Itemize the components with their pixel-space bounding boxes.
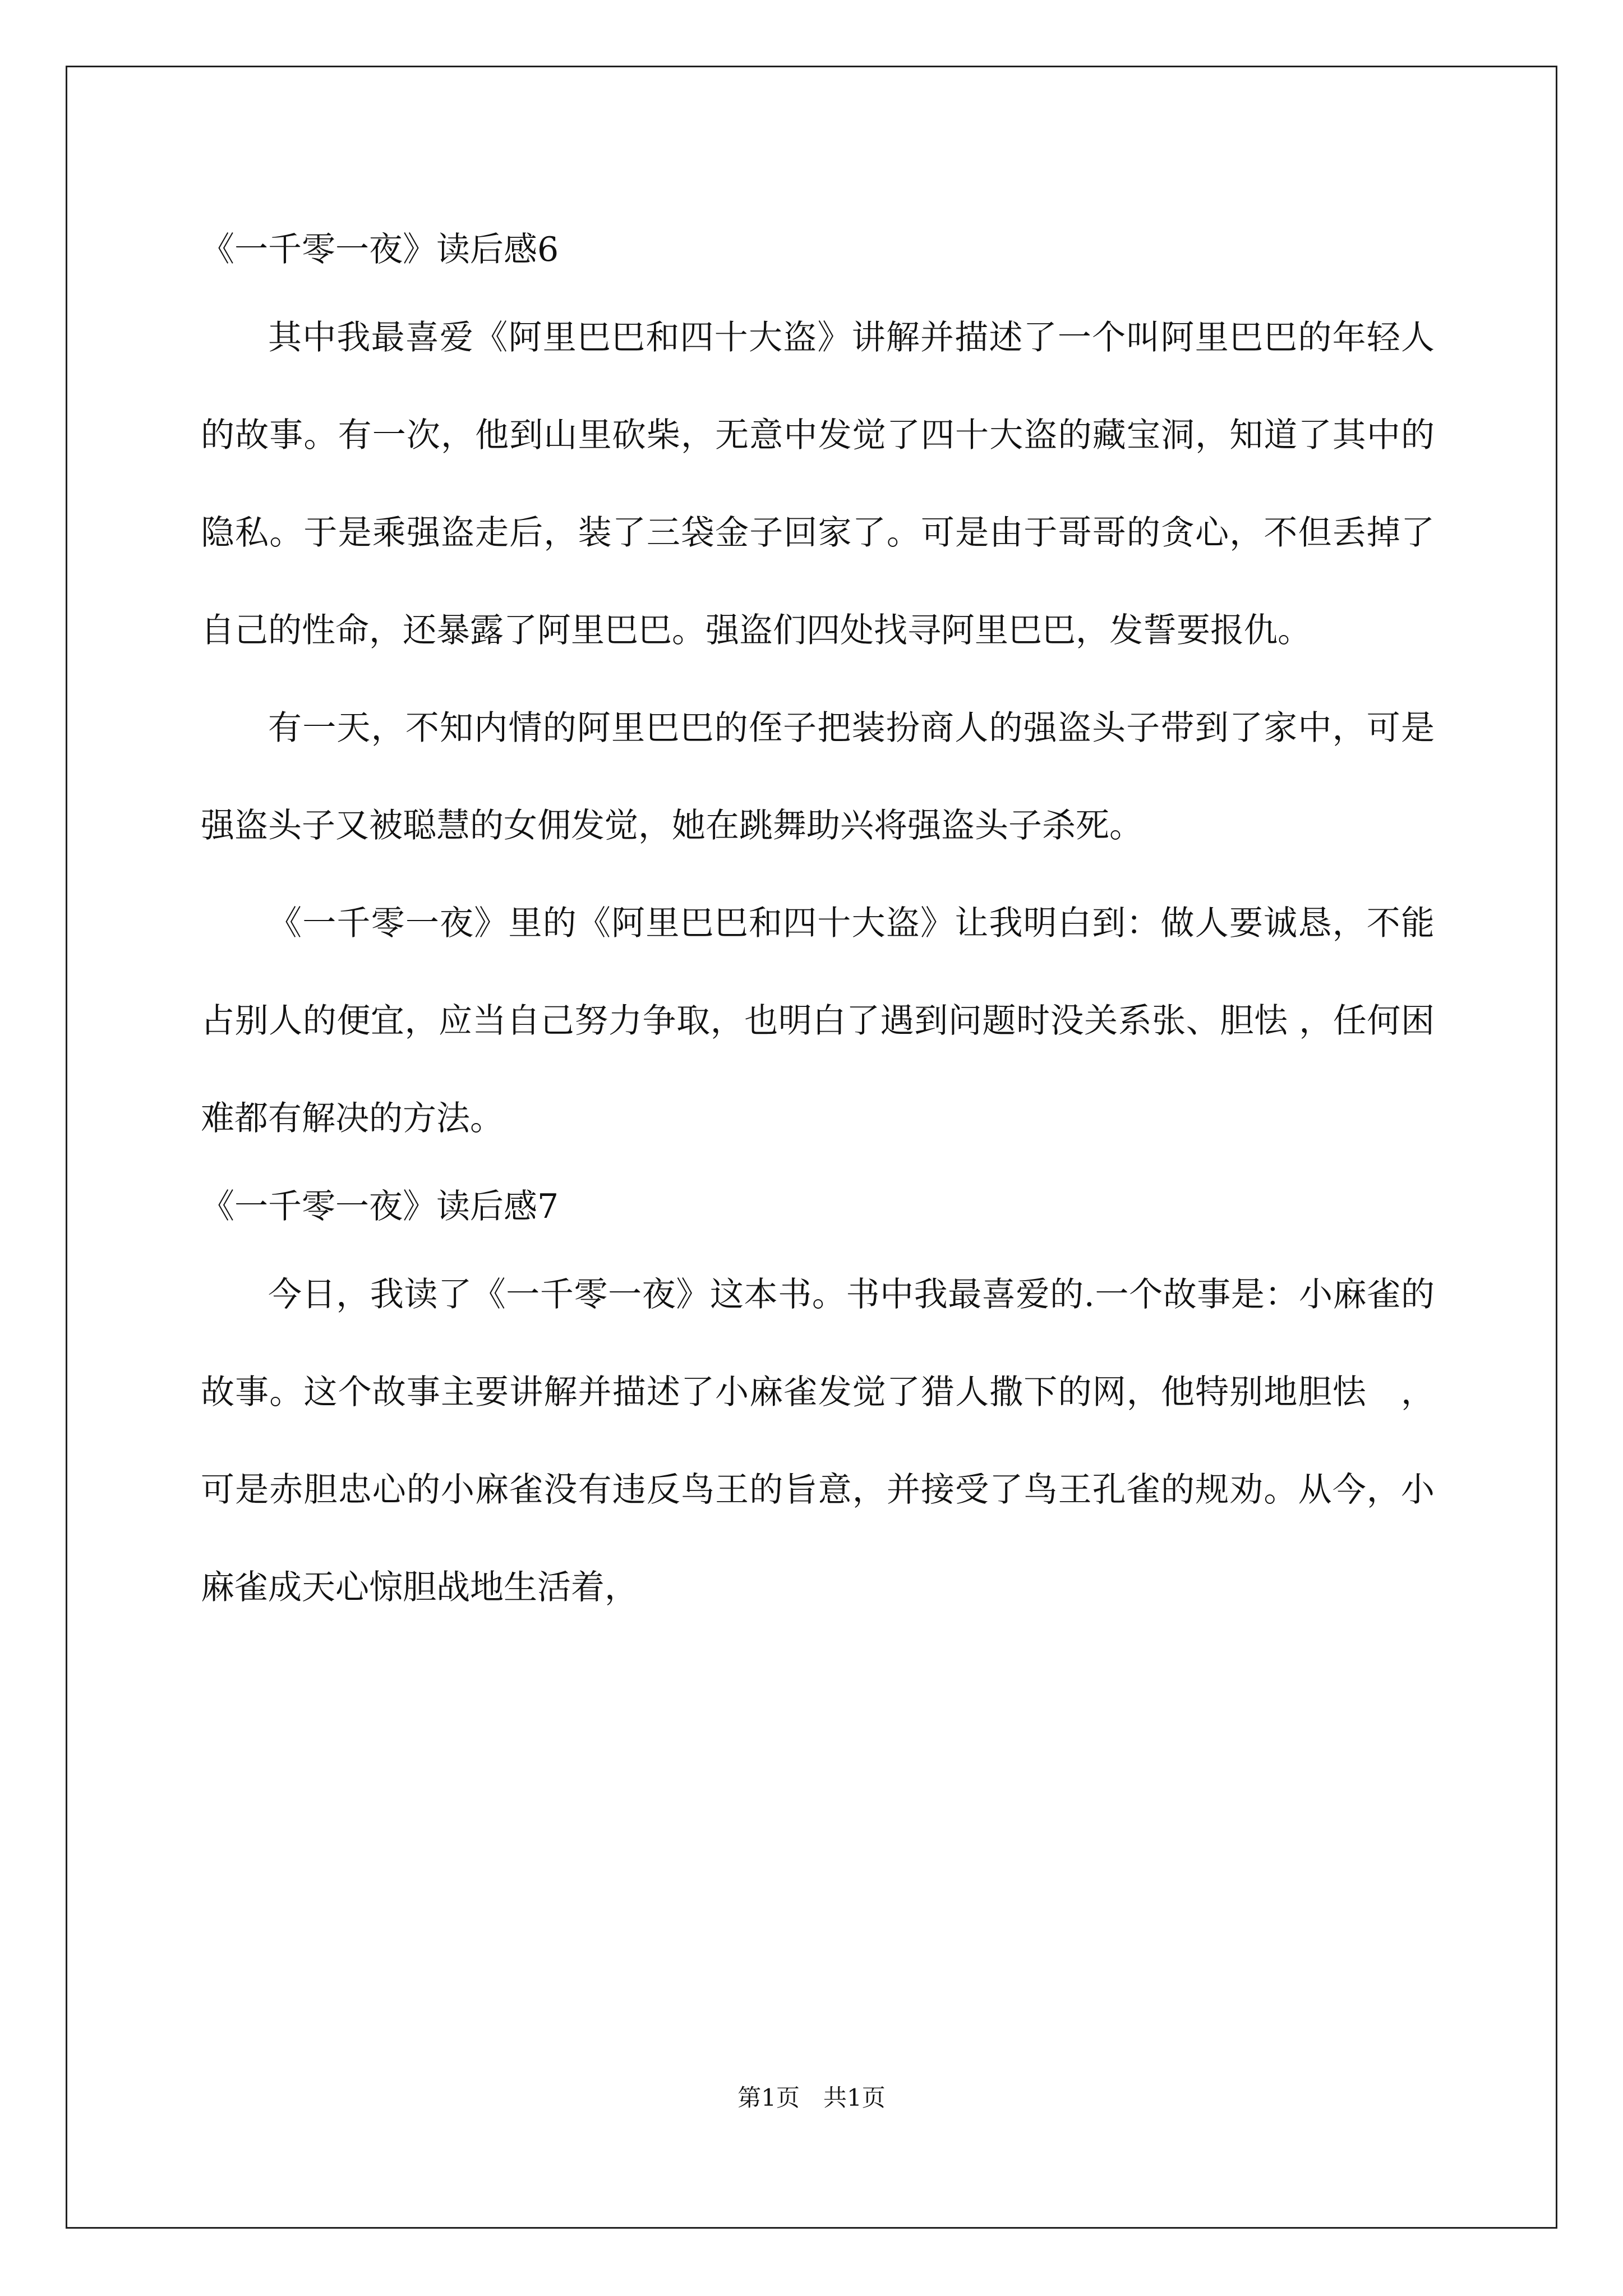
paragraph: 其中我最喜爱《阿里巴巴和四十大盗》讲解并描述了一个叫阿里巴巴的年轻人的故事。有一次，他到山里砍柴，无意中发觉了四十大盗的藏宝洞，知道了其中的隐私。于是乘强盗走后，装了三袋金子回家了。可是由于哥哥的贪心，不但丢掉了自己的性命，还暴露了阿里巴巴。强盗们四处找寻阿里巴巴，发誓要报仇。	[201, 318, 1435, 650]
paragraph: 有一天，不知内情的阿里巴巴的侄子把装扮商人的强盗头子带到了家中，可是强盗头子又被聪慧的女佣发觉，她在跳舞助兴将强盗头子杀死。	[201, 708, 1435, 845]
paragraph: 今日，我读了《一千零一夜》这本书。书中我最喜爱的.一个故事是：小麻雀的故事。这个故事主要讲解并描述了小麻雀发觉了猎人撒下的网，他特别地胆怯 ，可是赤胆忠心的小麻雀没有违反鸟王的旨意，并接受了鸟王孔雀的规劝。从今，小麻雀成天心惊胆战地生活着，	[201, 1275, 1435, 1607]
page-footer: 第1页 共1页	[737, 2084, 886, 2111]
paragraph: 《一千零一夜》里的《阿里巴巴和四十大盗》让我明白到：做人要诚恳，不能占别人的便宜，应当自己努力争取，也明白了遇到问题时没关系张、胆怯 ，任何困难都有解决的方法。	[201, 904, 1435, 1138]
section-heading: 《一千零一夜》读后感7	[201, 1187, 559, 1226]
section-heading: 《一千零一夜》读后感6	[201, 230, 559, 269]
document-body	[201, 210, 1435, 1636]
